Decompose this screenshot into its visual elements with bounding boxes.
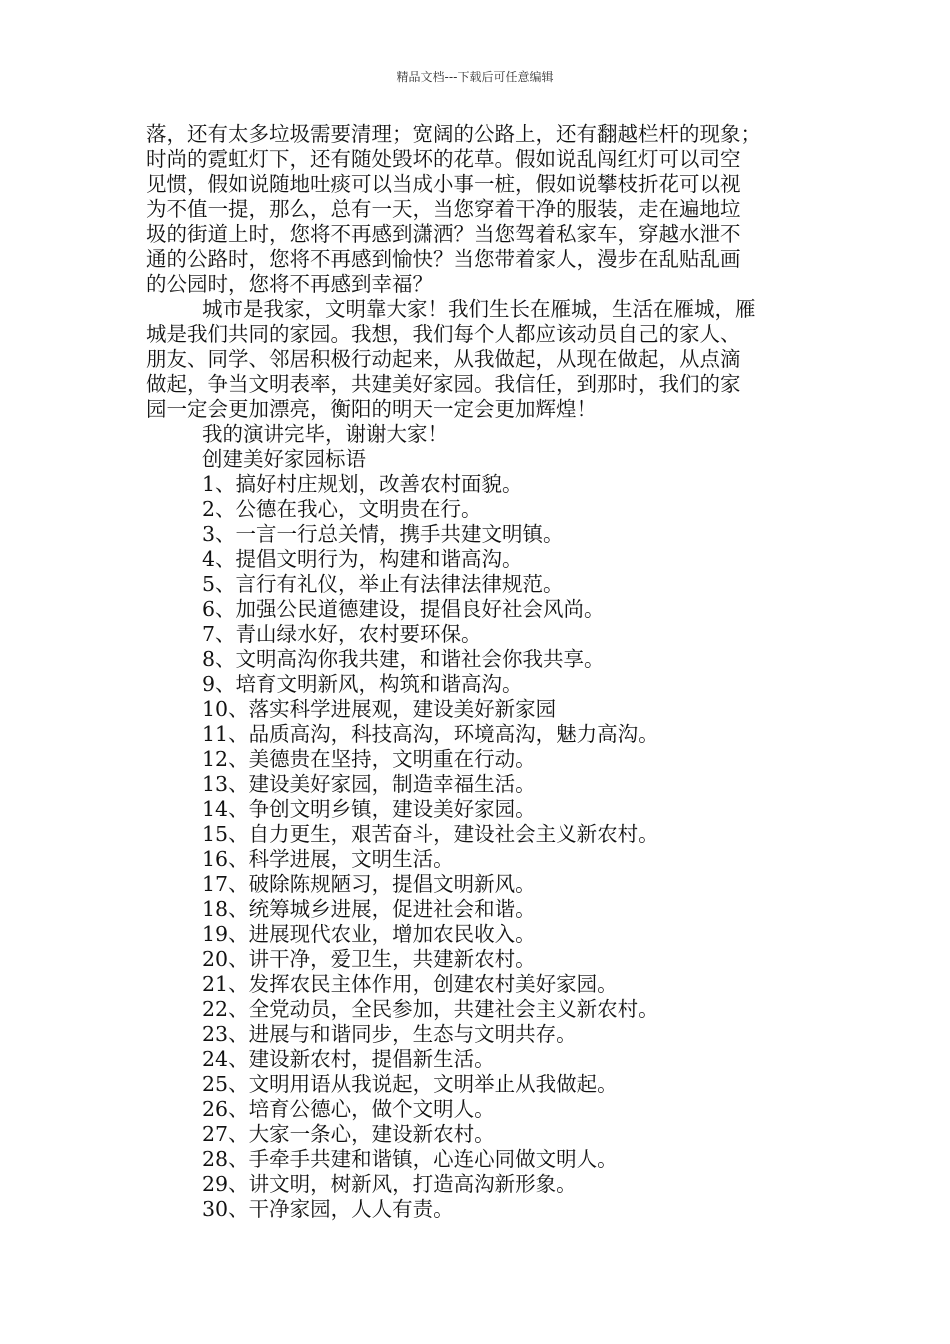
slogan-item: 3、一言一行总关情，携手共建文明镇。 (202, 522, 564, 546)
slogan-item: 15、自力更生，艰苦奋斗，建设社会主义新农村。 (202, 822, 659, 846)
slogan-item: 2、公德在我心，文明贵在行。 (202, 497, 482, 521)
text-line: 城是我们共同的家园。我想，我们每个人都应该动员自己的家人、 (146, 322, 741, 346)
text-line: 的公园时，您将不再感到幸福？ (146, 272, 433, 296)
closing-remark: 我的演讲完毕，谢谢大家！ (202, 422, 448, 446)
text-line: 通的公路时，您将不再感到愉快？当您带着家人，漫步在乱贴乱画 (146, 247, 741, 271)
slogan-item: 20、讲干净，爱卫生，共建新农村。 (202, 947, 536, 971)
text-line: 见惯，假如说随地吐痰可以当成小事一桩，假如说攀枝折花可以视 (146, 172, 741, 196)
document-body (146, 122, 806, 1222)
text-line: 朋友、同学、邻居积极行动起来，从我做起，从现在做起，从点滴 (146, 347, 741, 371)
text-line: 圾的街道上时，您将不再感到潇洒？当您驾着私家车，穿越水泄不 (146, 222, 741, 246)
slogan-item: 30、干净家园，人人有责。 (202, 1197, 454, 1221)
slogan-item: 1、搞好村庄规划，改善农村面貌。 (202, 472, 523, 496)
slogan-item: 17、破除陈规陋习，提倡文明新风。 (202, 872, 536, 896)
slogan-item: 5、言行有礼仪，举止有法律法律规范。 (202, 572, 564, 596)
slogan-item: 8、文明高沟你我共建，和谐社会你我共享。 (202, 647, 605, 671)
slogan-item: 16、科学进展，文明生活。 (202, 847, 454, 871)
slogan-list (146, 472, 806, 1222)
page-header: 精品文档---下载后可任意编辑 (396, 70, 554, 84)
text-line: 为不值一提，那么，总有一天，当您穿着干净的服装，走在遍地垃 (146, 197, 741, 221)
paragraph-1 (146, 122, 806, 297)
slogan-item: 14、争创文明乡镇，建设美好家园。 (202, 797, 536, 821)
slogan-item: 26、培育公德心，做个文明人。 (202, 1097, 495, 1121)
slogan-item: 10、落实科学进展观，建设美好新家园 (202, 697, 557, 721)
slogan-item: 4、提倡文明行为，构建和谐高沟。 (202, 547, 523, 571)
slogan-item: 27、大家一条心，建设新农村。 (202, 1122, 495, 1146)
slogan-item: 29、讲文明，树新风，打造高沟新形象。 (202, 1172, 577, 1196)
slogan-item: 23、进展与和谐同步，生态与文明共存。 (202, 1022, 577, 1046)
text-line: 时尚的霓虹灯下，还有随处毁坏的花草。假如说乱闯红灯可以司空 (146, 147, 741, 171)
slogans-title: 创建美好家园标语 (202, 447, 366, 471)
text-line: 落，还有太多垃圾需要清理；宽阔的公路上，还有翻越栏杆的现象； (146, 122, 761, 146)
text-line: 做起，争当文明表率，共建美好家园。我信任，到那时，我们的家 (146, 372, 741, 396)
slogan-item: 9、培育文明新风，构筑和谐高沟。 (202, 672, 523, 696)
slogan-item: 11、品质高沟，科技高沟，环境高沟，魅力高沟。 (202, 722, 659, 746)
slogan-item: 18、统筹城乡进展，促进社会和谐。 (202, 897, 536, 921)
slogan-item: 6、加强公民道德建设，提倡良好社会风尚。 (202, 597, 605, 621)
text-line: 城市是我家，文明靠大家！我们生长在雁城，生活在雁城，雁 (202, 297, 756, 321)
slogan-item: 13、建设美好家园，制造幸福生活。 (202, 772, 536, 796)
slogan-item: 25、文明用语从我说起，文明举止从我做起。 (202, 1072, 618, 1096)
slogan-item: 24、建设新农村，提倡新生活。 (202, 1047, 495, 1071)
slogan-item: 21、发挥农民主体作用，创建农村美好家园。 (202, 972, 618, 996)
slogan-item: 7、青山绿水好，农村要环保。 (202, 622, 482, 646)
slogan-item: 19、进展现代农业，增加农民收入。 (202, 922, 536, 946)
slogan-item: 28、手牵手共建和谐镇，心连心同做文明人。 (202, 1147, 618, 1171)
slogan-item: 22、全党动员，全民参加，共建社会主义新农村。 (202, 997, 659, 1021)
slogan-item: 12、美德贵在坚持，文明重在行动。 (202, 747, 536, 771)
text-line: 园一定会更加漂亮，衡阳的明天一定会更加辉煌！ (146, 397, 597, 421)
paragraph-2 (146, 297, 806, 422)
